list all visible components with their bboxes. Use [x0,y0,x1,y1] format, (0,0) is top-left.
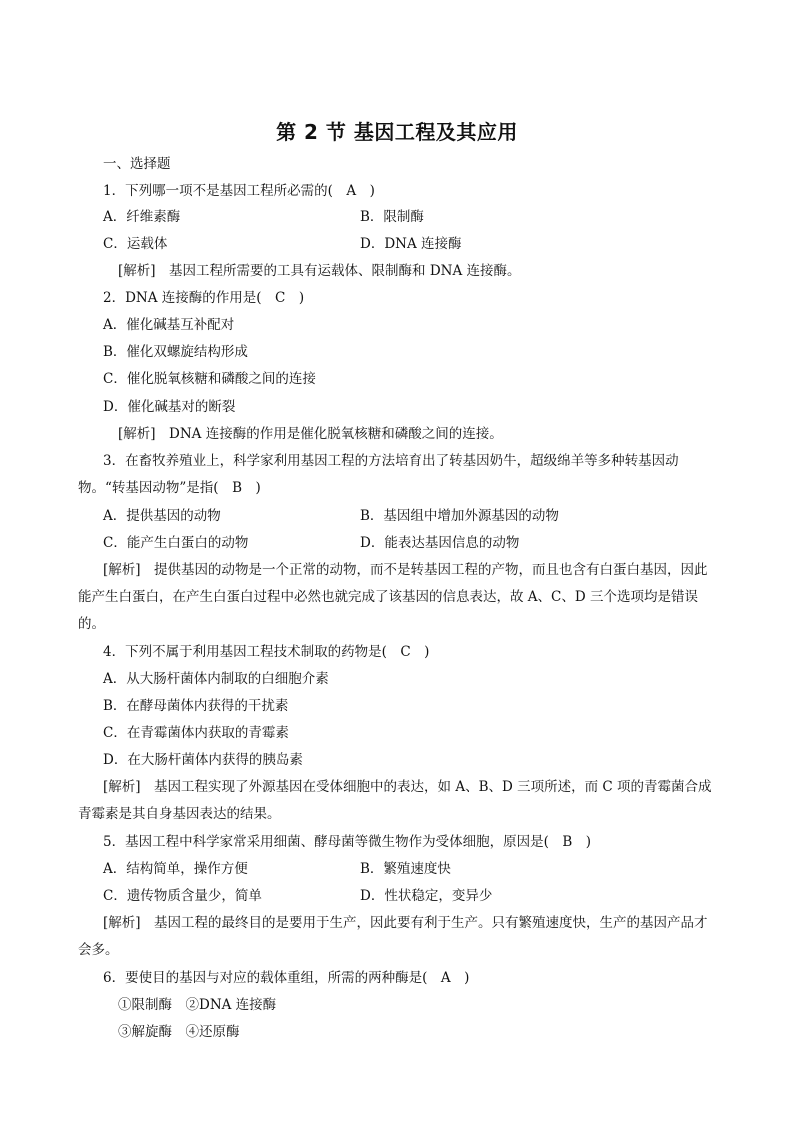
question-5-stem: 5．基因工程中科学家常采用细菌、酵母菌等微生物作为受体细胞，原因是( B ) [103,834,592,850]
question-1-option-c: C．运载体 [103,236,168,252]
question-4-option-b: B．在酵母菌体内获得的干扰素 [103,698,289,714]
question-6-options-1-2: ①限制酶 ②DNA 连接酶 [118,997,277,1013]
question-2-stem: 2．DNA 连接酶的作用是( C ) [103,290,305,306]
question-1-option-a: A．纤维素酶 [103,209,181,225]
question-3-analysis: [解析] 提供基因的动物是一个正常的动物，而不是转基因工程的产物，而且也含有白蛋白基因，因此能产生白蛋白，在产生白蛋白过程中必然也就完成了该基因的信息表达，故 A、C、D 三个选项均是错误的。 [78,562,708,632]
question-4-stem: 4．下列不属于利用基因工程技术制取的药物是( C ) [103,644,430,660]
question-4-option-d: D．在大肠杆菌体内获得的胰岛素 [103,752,303,768]
question-1-option-b: B．限制酶 [360,209,424,225]
question-5-option-b: B．繁殖速度快 [360,861,451,877]
question-5-option-c: C．遗传物质含量少，简单 [103,888,262,904]
question-3-option-c: C．能产生白蛋白的动物 [103,535,249,551]
question-4-option-a: A．从大肠杆菌体内制取的白细胞介素 [103,671,329,687]
question-5-analysis: [解析] 基因工程的最终目的是要用于生产，因此要有利于生产。只有繁殖速度快，生产的基因产品才会多。 [78,915,708,958]
question-3-stem: 3．在畜牧养殖业上，科学家利用基因工程的方法培育出了转基因奶牛，超级绵羊等多种转基因动物。“转基因动物”是指( B ) [78,453,679,496]
question-2-analysis: [解析] DNA 连接酶的作用是催化脱氧核糖和磷酸之间的连接。 [118,426,503,442]
question-1-stem: 1．下列哪一项不是基因工程所必需的( A ) [103,183,375,199]
question-2-option-d: D．催化碱基对的断裂 [103,399,236,415]
question-5-option-a: A．结构简单，操作方便 [103,861,248,877]
question-3-option-b: B．基因组中增加外源基因的动物 [360,508,559,524]
question-6-stem: 6．要使目的基因与对应的载体重组，所需的两种酶是( A ) [103,970,470,986]
question-3-option-a: A．提供基因的动物 [103,508,221,524]
question-4-analysis: [解析] 基因工程实现了外源基因在受体细胞中的表达，如 A、B、D 三项所述，而 C 项的青霉菌合成青霉素是其自身基因表达的结果。 [78,779,712,822]
question-1-analysis: [解析] 基因工程所需要的工具有运载体、限制酶和 DNA 连接酶。 [118,263,521,279]
question-5-option-d: D．性状稳定，变异少 [360,888,493,904]
question-2-option-c: C．催化脱氧核糖和磷酸之间的连接 [103,371,316,387]
question-1-option-d: D．DNA 连接酶 [360,236,462,252]
question-3-option-d: D．能表达基因信息的动物 [360,535,520,551]
question-6-options-3-4: ③解旋酶 ④还原酶 [118,1024,240,1040]
section-heading: 一、选择题 [103,156,171,172]
question-2-option-b: B．催化双螺旋结构形成 [103,344,248,360]
question-4-option-c: C．在青霉菌体内获取的青霉素 [103,725,289,741]
question-2-option-a: A．催化碱基互补配对 [103,317,235,333]
page-title: 第 2 节 基因工程及其应用 [276,120,518,144]
